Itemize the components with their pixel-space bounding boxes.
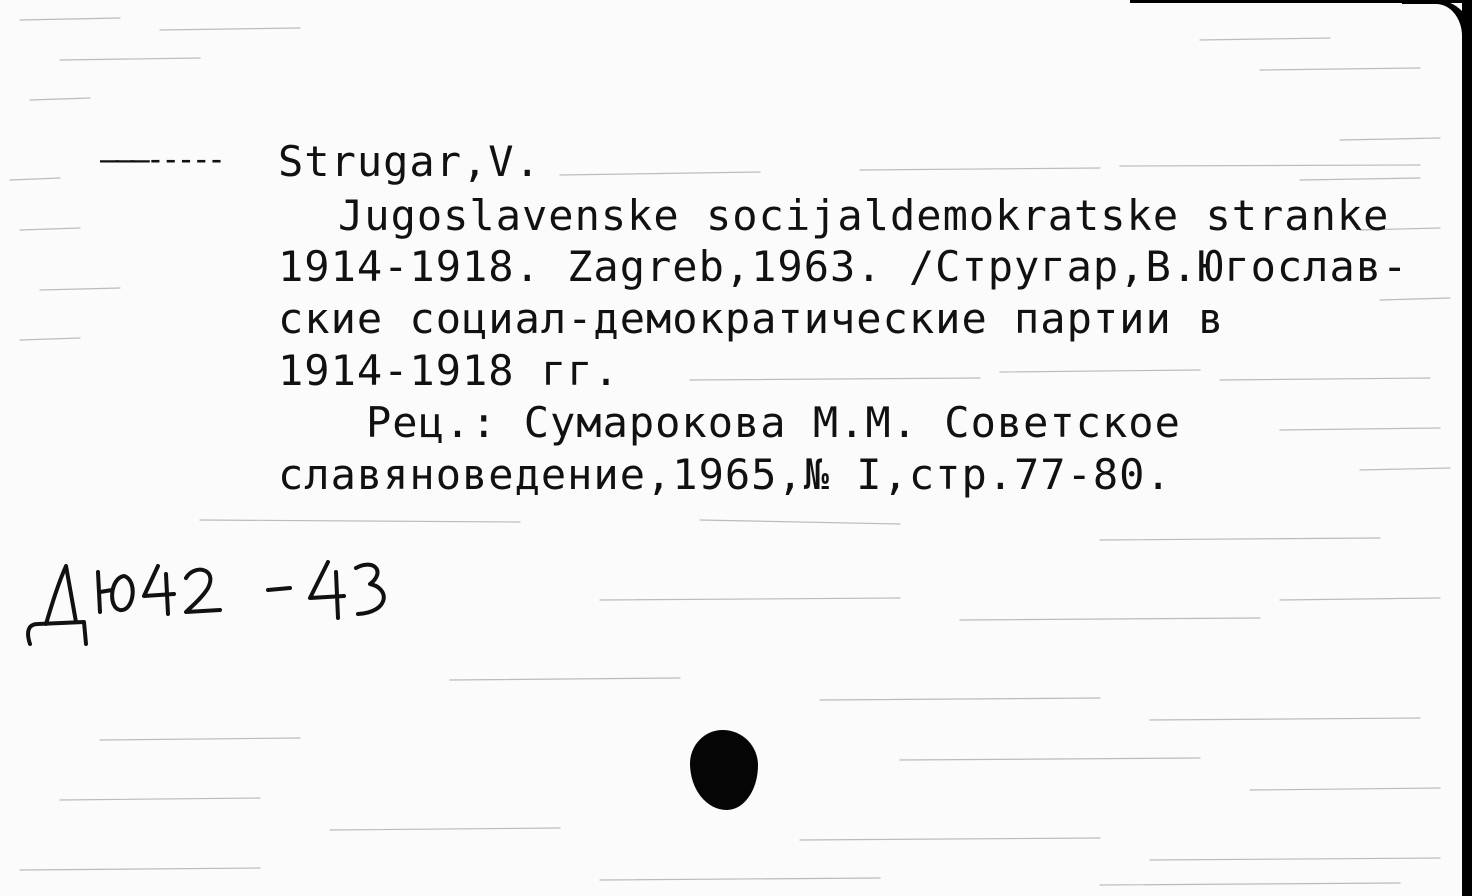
review-line-1: Рец.: Сумарокова М.М. Советское bbox=[366, 398, 1181, 447]
review-line-2: славяноведение,1965,№ I,стр.77-80. bbox=[278, 450, 1172, 499]
handwritten-call-number bbox=[18, 552, 398, 652]
text-line-4: 1914-1918 гг. bbox=[278, 346, 620, 395]
text-line-3: ские социал-демократические партии в bbox=[278, 294, 1225, 343]
author-name: Strugar,V. bbox=[278, 137, 541, 186]
card-edge-top bbox=[1130, 0, 1472, 14]
text-line-1: Jugoslavenske socijaldemokratske stranke bbox=[338, 191, 1390, 240]
card-edge-right bbox=[1462, 0, 1472, 896]
author-dashes: ———----- bbox=[100, 140, 223, 178]
text-line-2: 1914-1918. Zagreb,1963. /Стругар,В.Югослав- bbox=[278, 242, 1409, 291]
